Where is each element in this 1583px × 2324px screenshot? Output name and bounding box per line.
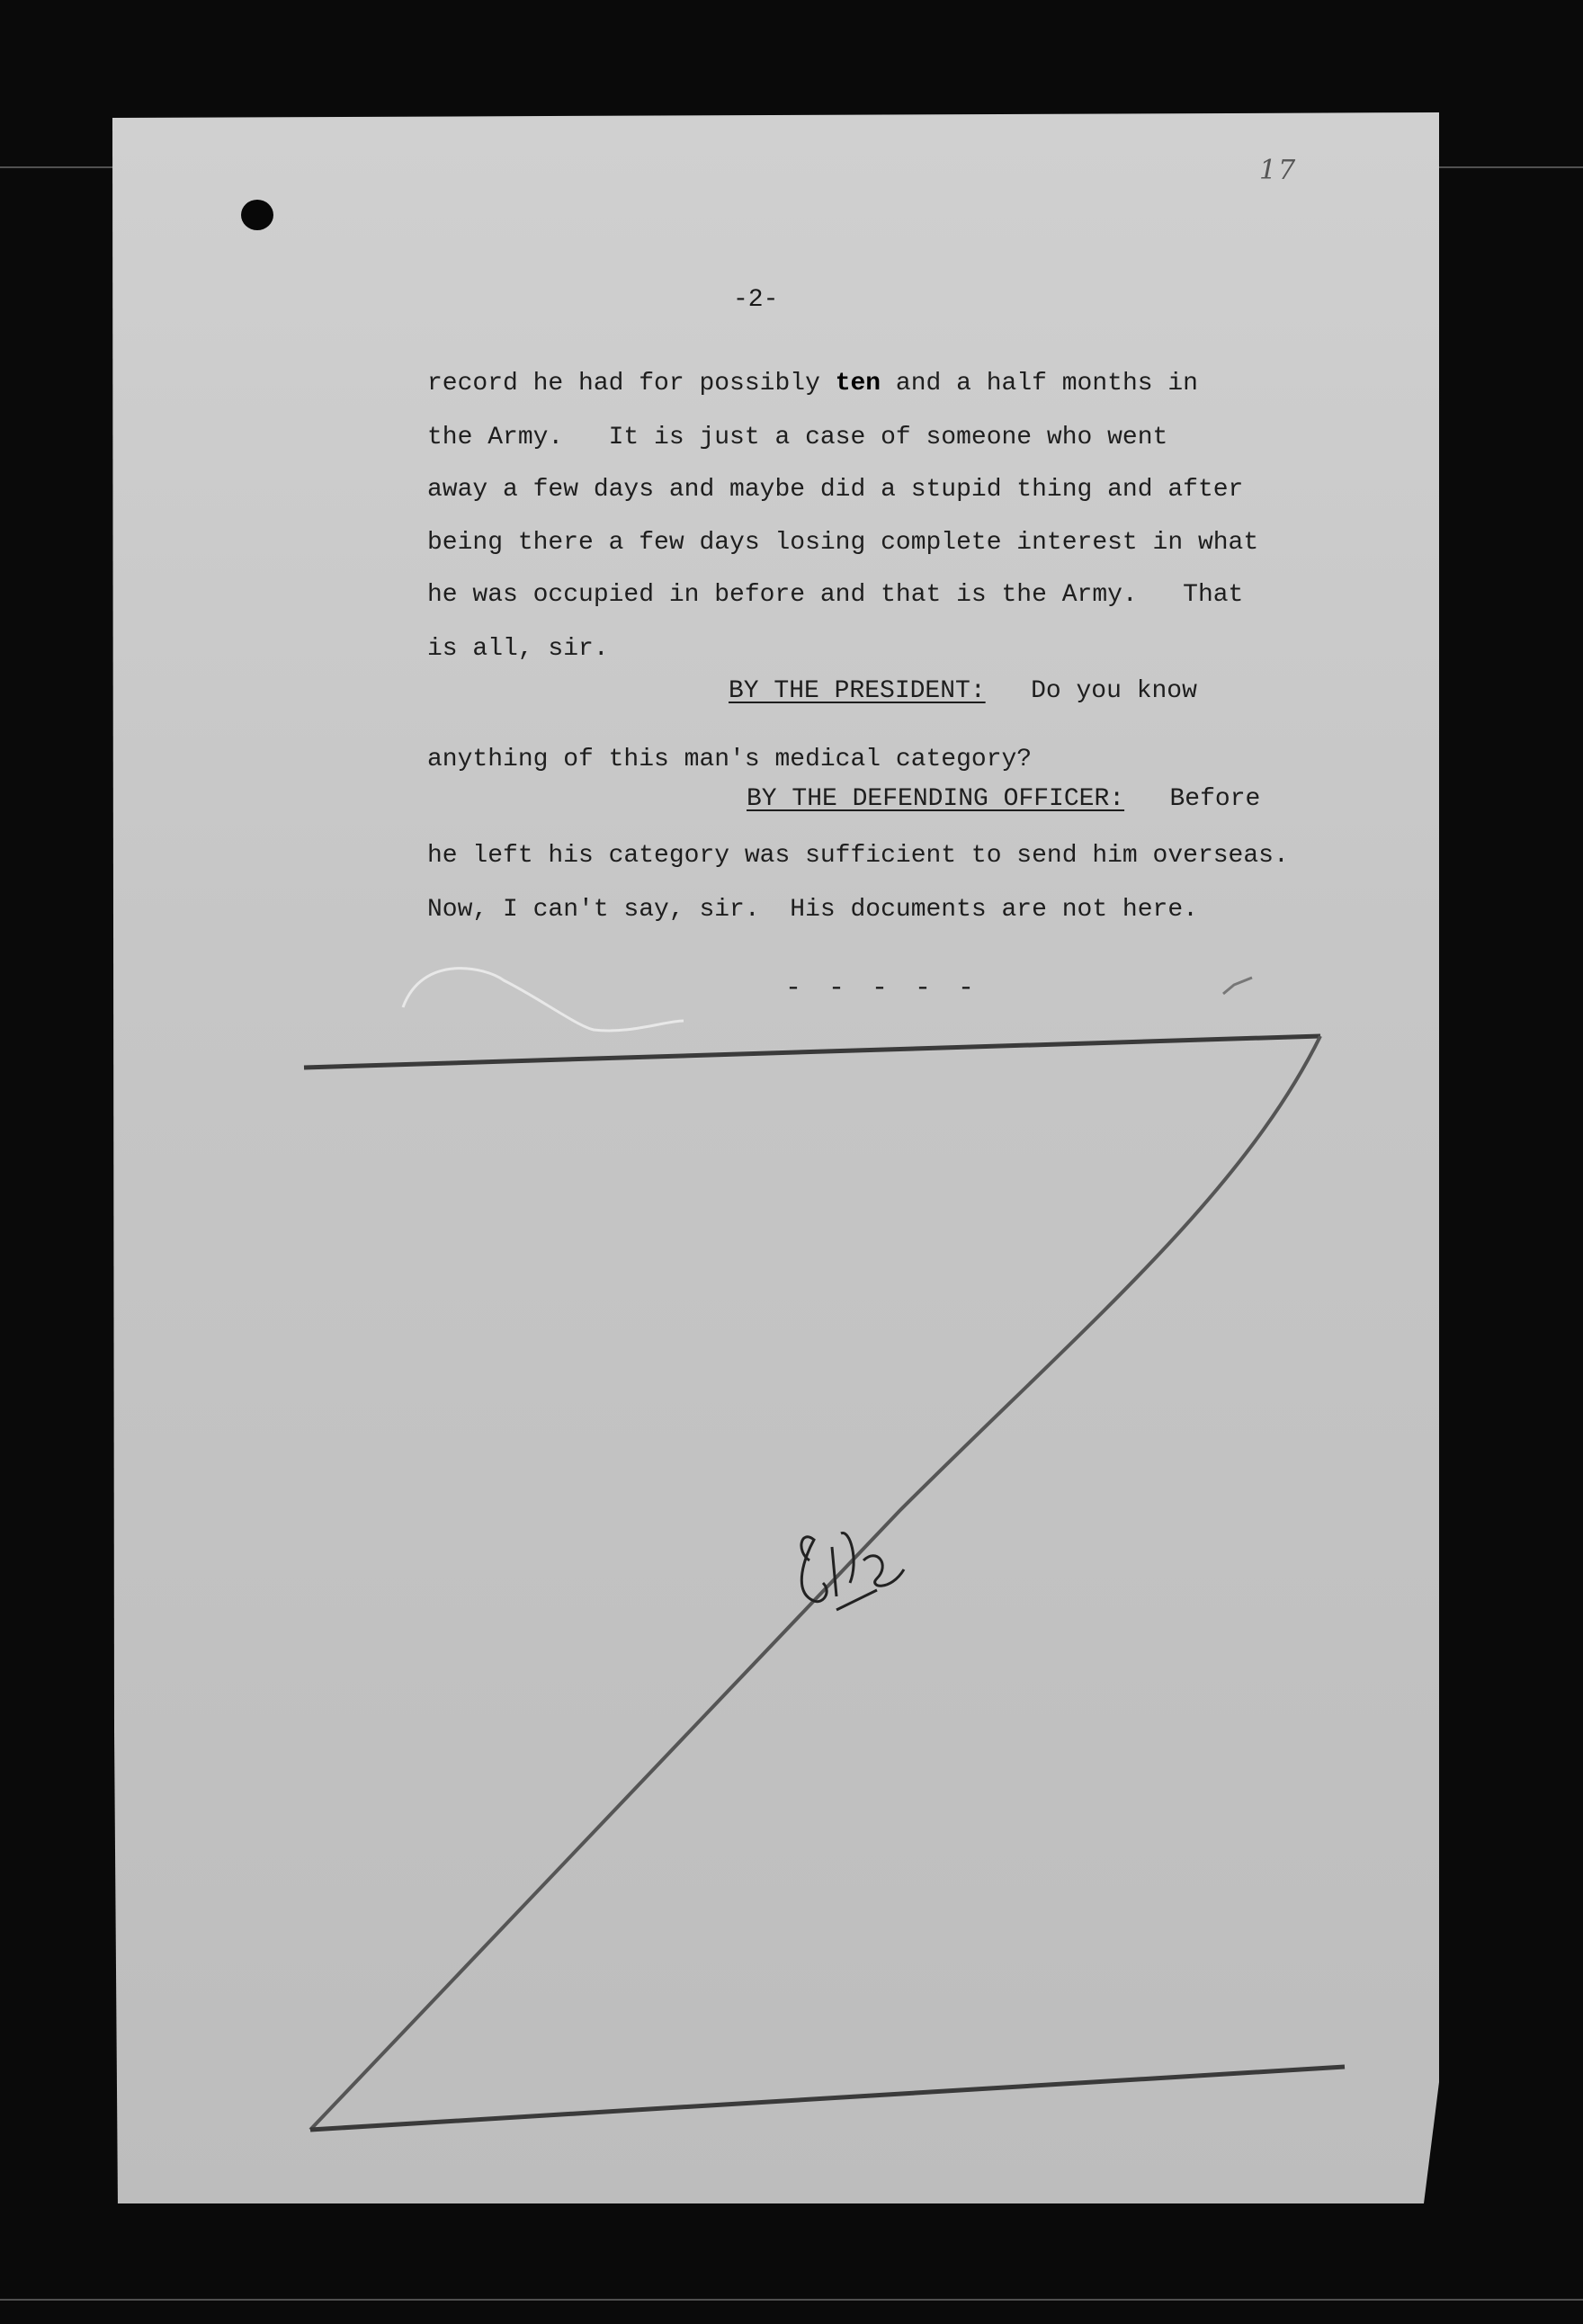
emphasized-word: ten [835, 370, 881, 398]
text-line: Now, I can't say, sir. His documents are not here. [427, 896, 1198, 924]
text-line: anything of this man's medical category? [427, 746, 1033, 773]
cancel-line-top [304, 1036, 1320, 1068]
speaker-line: BY THE PRESIDENT: Do you know [729, 677, 1197, 705]
cancel-line-bottom [310, 2067, 1345, 2130]
text-line: is all, sir. [427, 635, 609, 663]
text-line: he left his category was sufficient to send him overseas. [427, 842, 1289, 870]
speaker-line: BY THE DEFENDING OFFICER: Before [747, 785, 1261, 813]
text-line: record he had for possibly ten and a half months in [427, 370, 1198, 398]
page-number: -2- [733, 286, 779, 314]
text-line: being there a few days losing complete interest in what [427, 529, 1259, 557]
check-mark [1223, 978, 1252, 994]
cancel-line-diagonal [310, 1036, 1320, 2130]
stray-pencil-mark [403, 969, 684, 1031]
text-line: away a few days and maybe did a stupid thing and after [427, 476, 1244, 504]
text-line: he was occupied in before and that is the Army. That [427, 581, 1244, 609]
speaker-defending-officer: BY THE DEFENDING OFFICER: [747, 785, 1125, 813]
end-dashes: - - - - - [785, 973, 980, 1004]
speaker-president: BY THE PRESIDENT: [729, 677, 986, 705]
text-line: the Army. It is just a case of someone who went [427, 424, 1168, 451]
corner-page-note: 17 [1259, 155, 1298, 186]
